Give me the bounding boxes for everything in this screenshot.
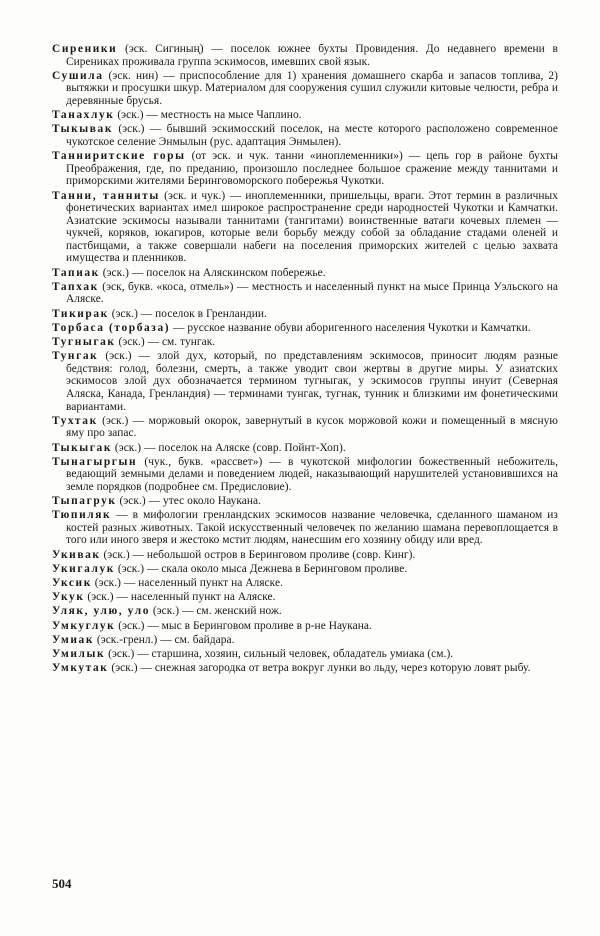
page-number: 504 — [52, 876, 72, 891]
entry-definition: (эск. и чук.) — иноплеменники, пришельцы, враги. Этот термин в различных фонетических вариантах имел широкое распространение среди народностей Чукотки и Камчатки. Азиатские эскимосы называли таннитами (тангитами) воинственные ватаги кочевых племен — чукчей, коряков, юкагиров, которые вели борьбу между собой за обладание стадами оленей и пастбищами, а также совершали набеги на поселения приморских жителей с целью захвата имущества и пленников. — [66, 189, 558, 265]
glossary-entry — [52, 322, 558, 335]
entry-term: Укивак — [52, 548, 101, 561]
entry-term: Сушила — [52, 69, 104, 82]
entry-term: Тыкыгак — [52, 441, 113, 454]
glossary-entry — [52, 577, 558, 590]
entry-term: Танахлук — [52, 109, 115, 122]
glossary-entry — [52, 591, 558, 604]
entry-term: Тюпиляк — [52, 509, 112, 522]
entry-term: Умилык — [52, 647, 106, 660]
entry-definition: (от эск. и чук. танни «иноплеменники») — цепь гор в районе бухты Преображения, где, по преданию, произошло последнее большое сражение между таннитами и приморскими жителями Беринговоморского побережья Чукотки. — [66, 150, 558, 188]
entry-definition: (эск.) — поселок в Гренландии. — [108, 307, 267, 320]
glossary-entry — [52, 456, 558, 494]
entry-definition: (эск.) — скала около мыса Дежнева в Беринговом проливе. — [114, 562, 408, 575]
entry-term: Танни, танниты — [52, 189, 160, 202]
glossary-entry — [52, 70, 558, 108]
glossary-entry — [52, 150, 558, 188]
entry-term: Танниритские горы — [52, 150, 186, 163]
entry-term: Тухтак — [52, 414, 98, 427]
entry-term: Умкуглук — [52, 619, 116, 632]
glossary-entry — [52, 605, 558, 618]
entry-definition: (эск.) — злой дух, который, по представлениям эскимосов, приносит людям разные бедствия: голод, болезни, смерть, а также уводит свои жертвы в другие миры. У азиатских эскимосов злой дух обозначается термином тугныгак, у эскимосов группы инуит (Северная Аляска, Канада, Гренландия) — терминами тунгак, тугнак, тунник и близкими им фонетическими вариантами. — [66, 350, 558, 413]
entry-term: Тынагыргын — [52, 455, 138, 468]
entry-term: Уксик — [52, 577, 92, 590]
glossary-entry — [52, 634, 558, 647]
entry-term: Тунгак — [52, 350, 99, 363]
entry-definition: — в мифологии гренландских эскимосов название человечка, сделанного шаманом из костей разных животных. Такой искусственный человечек по желанию шамана перевоплощается в того или иного зверя и жестоко мстит людям, нанесшим его хозяину обиду или вред. — [66, 509, 558, 547]
glossary-entry — [52, 43, 558, 68]
entry-definition: (эск, букв. «коса, отмель») — местность и населенный пункт на мысе Принца Уэльского на Аляске. — [66, 280, 558, 306]
entry-definition: (эск.-гренл.) — см. байдара. — [94, 633, 235, 646]
glossary-entry — [52, 350, 558, 413]
glossary-entry — [52, 563, 558, 576]
glossary-entry — [52, 109, 558, 122]
glossary-entry — [52, 509, 558, 547]
entry-definition: (эск.) — бывший эскимосский поселок, на месте которого расположено современное чукотское селение Энмылын (рус. адаптация Энмылен). — [66, 123, 558, 148]
entry-term: Тапхак — [52, 280, 99, 293]
glossary-entry — [52, 267, 558, 280]
glossary-entry — [52, 662, 558, 675]
entry-definition: (эск.) — старшина, хозяин, сильный человек, обладатель умиака (см.). — [105, 647, 454, 660]
entry-term: Умкутак — [52, 662, 109, 675]
glossary-entry — [52, 620, 558, 633]
entry-definition: (эск.) — небольшой остров в Беринговом проливе (совр. Кинг). — [100, 548, 416, 561]
entry-definition: (эск. Сигиның) — поселок южнее бухты Провидения. До недавнего времени в Сирениках проживала группа эскимосов, имевших свой язык. — [66, 43, 558, 68]
glossary-entry — [52, 281, 558, 306]
entry-definition: (эск.) — местность на мысе Чаплино. — [114, 109, 302, 122]
entry-term: Тугныгак — [52, 336, 116, 348]
entry-definition: (эск.) — населенный пункт на Аляске. — [84, 591, 276, 604]
entry-definition: (эск.) — населенный пункт на Аляске. — [91, 577, 283, 590]
glossary-entry — [52, 336, 558, 349]
glossary-entry — [52, 190, 558, 266]
entry-term: Уляк, улю, уло — [52, 605, 150, 618]
glossary-entry — [52, 415, 558, 440]
entry-term: Тикирак — [52, 307, 109, 320]
entry-term: Сиреники — [52, 43, 118, 55]
entry-definition: (эск.) — снежная загородка от ветра вокруг лунки во льду, через которую ловят рыбу. — [108, 662, 531, 675]
entry-term: Укук — [52, 591, 85, 604]
glossary-entry — [52, 648, 558, 661]
entry-definition: (эск. нин) — приспособление для 1) хранения домашнего скарба и запасов топлива, 2) вытяжки и просушки шкур. Материалом для сооружения сушил служили китовые челюсти, ребра и деревянные брусья. — [66, 69, 558, 107]
entry-definition: (эск.) — поселок на Аляске (совр. Пойнт-Хоп). — [112, 441, 346, 454]
entry-term: Тыпагрук — [52, 495, 117, 508]
entry-definition: (эск.) — поселок на Аляскинском побережье. — [99, 266, 326, 279]
entry-term: Умиак — [52, 633, 95, 646]
entry-term: Тыкывак — [52, 123, 113, 136]
glossary-entry — [52, 549, 558, 562]
glossary-entries — [52, 43, 558, 676]
entry-definition: (чук., букв. «рассвет») — в чукотской мифологии божественный небожитель, ведающий земными делами и поведением людей, наказывающий нарушителей установившихся на земле порядков (подробнее см. Предисловие). — [66, 455, 558, 493]
glossary-entry — [52, 495, 558, 508]
entry-definition: (эск.) — утес около Наукана. — [116, 495, 262, 508]
glossary-entry — [52, 308, 558, 321]
entry-definition: (эск.) — см. женский нож. — [149, 605, 282, 618]
glossary-entry — [52, 442, 558, 455]
entry-definition: (эск.) — моржовый окорок, завернутый в кусок моржовой кожи и помещенный в мясную яму про запас. — [66, 414, 558, 440]
glossary-entry — [52, 123, 558, 148]
entry-term: Торбаса (торбаза) — [52, 321, 171, 334]
entry-definition: — русское название обуви аборигенного населения Чукотки и Камчатки. — [170, 321, 531, 334]
entry-definition: (эск.) — см. тунгак. — [115, 336, 216, 348]
entry-term: Тапиак — [52, 266, 100, 279]
entry-definition: (эск.) — мыс в Беринговом проливе в р-не Наукана. — [115, 619, 372, 632]
entry-term: Укигалук — [52, 562, 115, 575]
